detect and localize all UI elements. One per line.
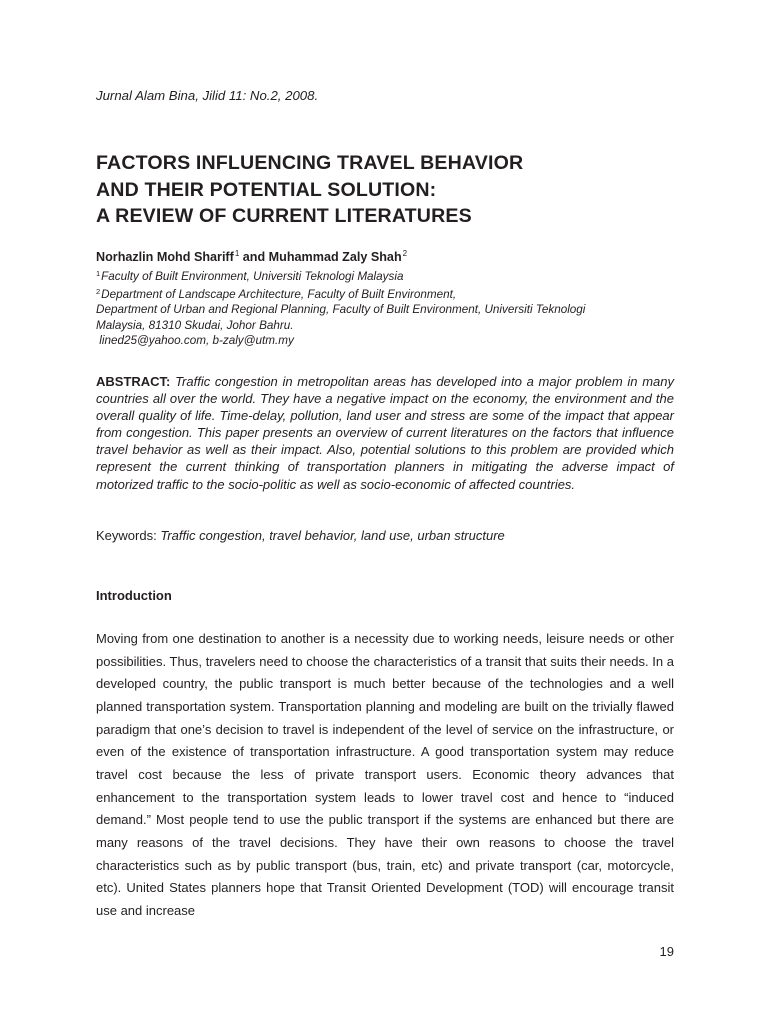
title-line: FACTORS INFLUENCING TRAVEL BEHAVIOR: [96, 152, 524, 174]
affiliation-text: Faculty of Built Environment, Universiti Teknologi Malaysia: [101, 270, 404, 283]
keywords-label: Keywords:: [96, 528, 157, 543]
title-line: A REVIEW OF CURRENT LITERATURES: [96, 205, 472, 227]
keywords: [96, 528, 505, 543]
author-name: Muhammad Zaly Shah: [268, 250, 402, 264]
abstract-text: Traffic congestion in metropolitan areas has developed into a major problem in many countries all over the world. They have a negative impact on the economy, the environment and the overall quality of life. Time-delay, pollution, land user and stress are some of the impact that appear from congestion. This paper presents an overview of current literatures on the factors that influence travel behavior as well as their impact. Also, potential solutions to this problem are provided which represent the current thinking of transportation planners in mitigating the adverse impact of motorized traffic to the socio-politic as well as socio-economic of affected countries.: [96, 374, 674, 492]
author-emails: lined25@yahoo.com, b-zaly@utm.my: [96, 333, 294, 347]
journal-citation: Jurnal Alam Bina, Jilid 11: No.2, 2008.: [96, 88, 319, 103]
affiliation-line: Department of Urban and Regional Planning, Faculty of Built Environment, Universiti Teknologi: [96, 303, 586, 317]
paper-title: [96, 150, 696, 230]
paper-page: [96, 0, 674, 1024]
affiliation-line: Malaysia, 81310 Skudai, Johor Bahru.: [96, 318, 294, 332]
page-number: 19: [659, 944, 674, 959]
author-superscript: 1: [234, 249, 240, 258]
affiliation-line: [96, 266, 674, 284]
affiliations: [96, 266, 674, 348]
abstract-label: ABSTRACT:: [96, 374, 171, 389]
author-superscript: 2: [402, 249, 408, 258]
section-heading: Introduction: [96, 588, 172, 603]
author-list: [96, 249, 407, 264]
affiliation-text: Department of Landscape Architecture, Faculty of Built Environment,: [101, 288, 457, 302]
keywords-text: Traffic congestion, travel behavior, land use, urban structure: [160, 528, 505, 543]
abstract: [96, 373, 674, 493]
affiliation-line: [96, 284, 674, 302]
affiliation-superscript: 2: [96, 287, 101, 297]
author-name: Norhazlin Mohd Shariff: [96, 250, 234, 264]
introduction-paragraph: Moving from one destination to another is a necessity due to working needs, leisure needs or other possibilities. Thus, travelers need to choose the characteristics of a transit that suits their needs. In a developed country, the public transport is much better because of the technologies and a well planned transportation system. Transportation planning and modeling are built on the trivially flawed paradigm that one’s decision to travel is independent of the level of service on the infrastructure, or even of the existence of transportation infrastructure. A good transportation system may reduce travel cost because the less of private transport users. Economic theory advances that enhancement to the transportation system leads to lower travel cost and hence to “induced demand.” Most people tend to use the public transport if the systems are enhanced but there are many reasons of the travel decisions. They have their own reasons to choose the travel characteristics such as by public transport (bus, train, etc) and private transport (car, motorcycle, etc). United States planners hope that Transit Oriented Development (TOD) will encourage transit use and increase: [96, 631, 674, 918]
title-line: AND THEIR POTENTIAL SOLUTION:: [96, 178, 437, 201]
author-conjunction: and: [239, 250, 269, 264]
affiliation-superscript: 1: [96, 269, 101, 278]
